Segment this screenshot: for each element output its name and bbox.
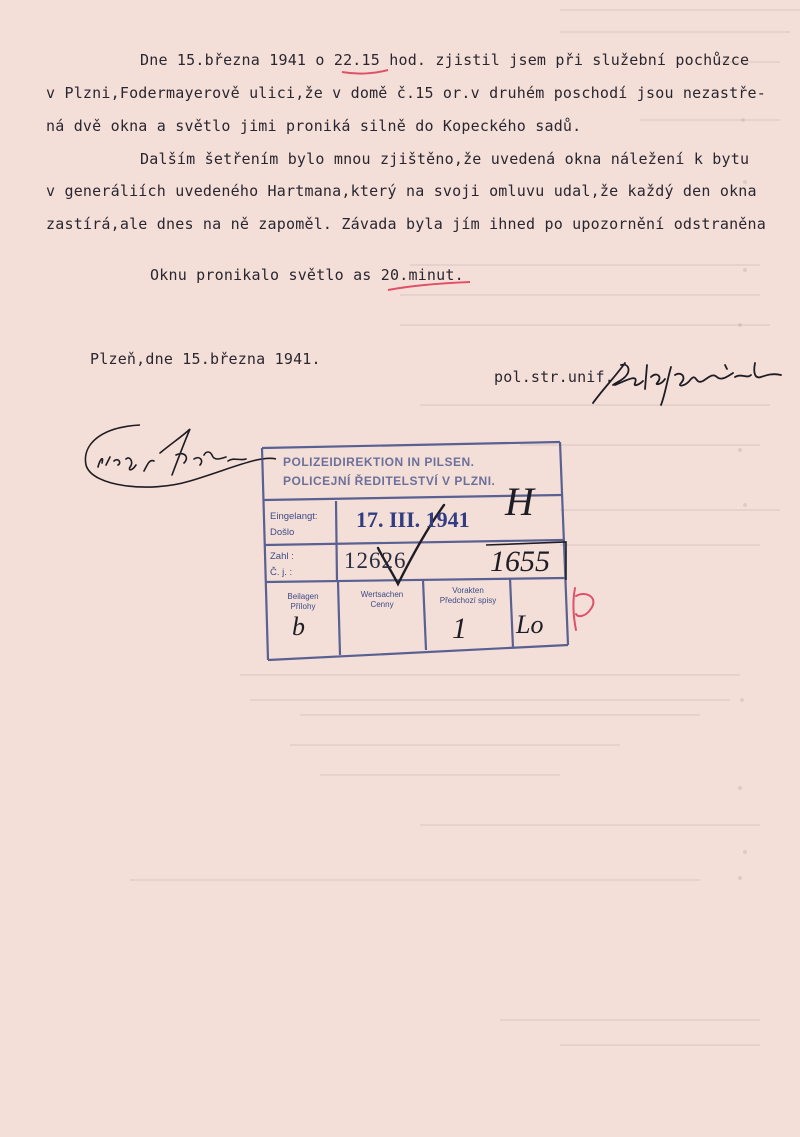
- text-line: Dalším šetřením bylo mnou zjištěno,že uvedená okna náležení k bytu: [140, 150, 750, 168]
- col-previous-files-value: 1: [452, 612, 467, 645]
- text-line: ná dvě okna a světlo jimi proniká silně do Kopeckého sadů.: [46, 117, 582, 135]
- number-label-cz: Č. j. :: [270, 567, 293, 578]
- place-date: Plzeň,dne 15.března 1941.: [90, 350, 321, 368]
- text-line: zastírá,ale dnes na ně zapoměl. Závada byla jím ihned po upozornění odstraněna: [46, 215, 766, 233]
- col-valuables-label: Wertsachen Cenny: [360, 590, 404, 609]
- officer-signature: [585, 355, 790, 410]
- text-line: v Plzni,Fodermayerově ulici,že v domě č.15 or.v druhém poschodí jsou nezastře-: [46, 84, 766, 102]
- text-line: Oknu pronikalo světlo as 20.minut.: [150, 266, 464, 284]
- officer-title: pol.str.unif.: [494, 368, 614, 386]
- col-attachments-label: Beilagen Přílohy: [287, 592, 319, 611]
- text-line: v generáliích uvedeného Hartmana,který na svoji omluvu udal,že každý den okna: [46, 182, 757, 200]
- registry-number: 12626: [344, 548, 407, 573]
- stamp-header-de: POLIZEIDIREKTION IN PILSEN.: [283, 455, 475, 469]
- received-label-de: Eingelangt:: [270, 511, 318, 522]
- received-date: 17. III. 1941: [356, 507, 470, 532]
- number-label-de: Zahl :: [270, 551, 294, 562]
- stamp-header-cz: POLICEJNÍ ŘEDITELSTVÍ V PLZNI.: [283, 474, 496, 488]
- col-previous-files-label: Vorakten Předchozí spisy: [439, 586, 497, 605]
- received-handwritten-mark: H: [505, 479, 534, 524]
- received-label-cz: Došlo: [270, 527, 295, 538]
- superior-signature-oval: [80, 415, 280, 495]
- secondary-number: 1655: [490, 545, 550, 578]
- col-attachments-value: b: [292, 612, 305, 641]
- text-line: Dne 15.března 1941 o 22.15 hod. zjistil jsem při služební pochůzce: [140, 51, 750, 69]
- col-fourth-value: Lo: [516, 610, 544, 639]
